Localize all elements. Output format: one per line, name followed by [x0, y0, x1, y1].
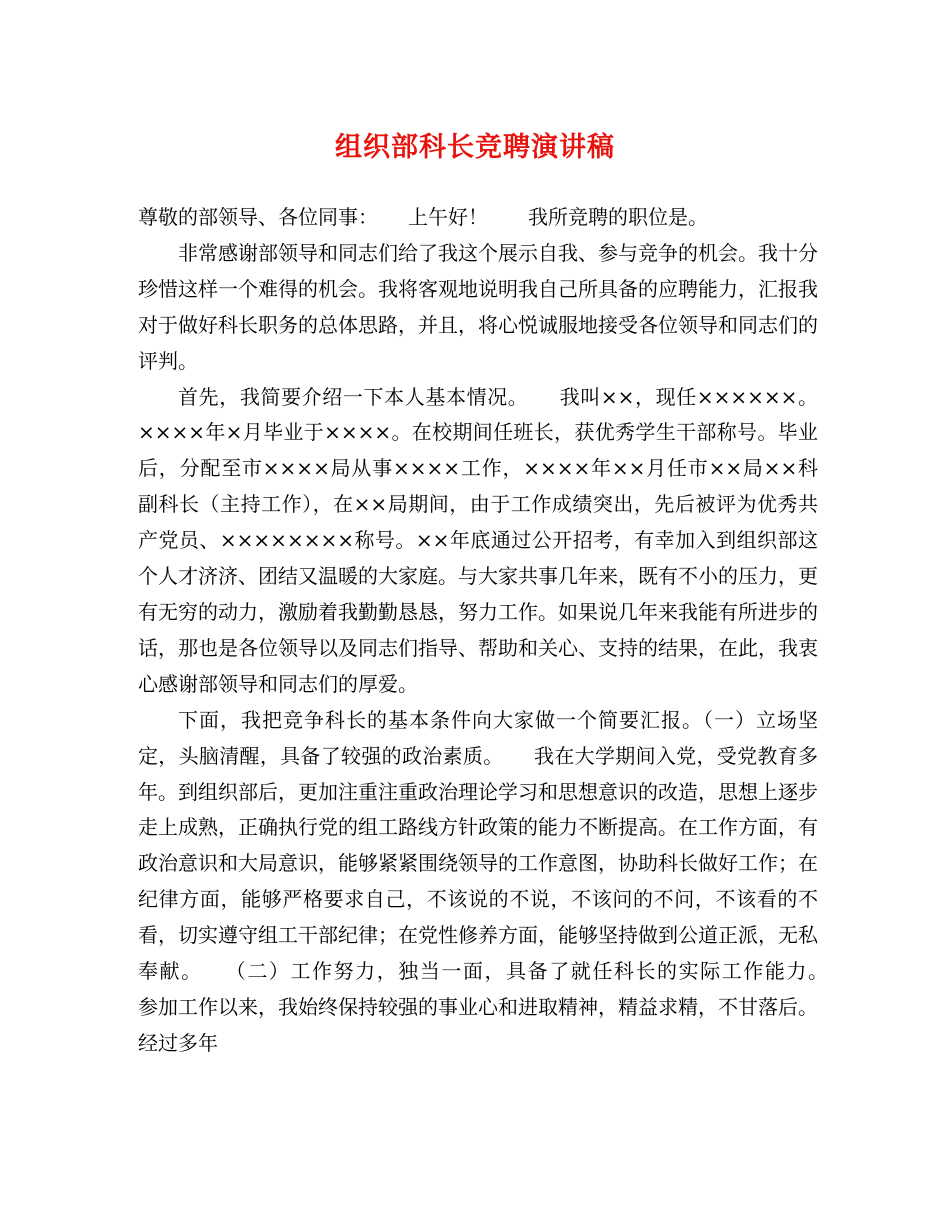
body-paragraph: 下面，我把竞争科长的基本条件向大家做一个简要汇报。（一）立场坚定，头脑清醒，具备了较强的政治素质。 我在大学期间入党，受党教育多年。到组织部后，更加注重注重政治理论学习和思想意识的改造，思想上逐步走上成熟，正确执行党的组工路线方针政策的能力不断提高。在工作方面，有政治意识和大局意识，能够紧紧围绕领导的工作意图，协助科长做好工作；在纪律方面，能够严格要求自己，不该说的不说，不该问的不问，不该看的不看，切实遵守组工干部纪律；在党性修养方面，能够坚持做到公道正派，无私奉献。 （二）工作努力，独当一面，具备了就任科长的实际工作能力。 参加工作以来，我始终保持较强的事业心和进取精神，精益求精，不甘落后。经过多年 [138, 707, 858, 1055]
document-body [138, 200, 858, 1062]
document-title: 组织部科长竞聘演讲稿 [335, 132, 615, 163]
body-paragraph: 非常感谢部领导和同志们给了我这个展示自我、参与竞争的机会。我十分珍惜这样一个难得的机会。我将客观地说明我自己所具备的应聘能力，汇报我对于做好科长职务的总体思路，并且，将心悦诚服地接受各位领导和同志们的评判。 [138, 240, 818, 373]
body-paragraph: 首先，我简要介绍一下本人基本情况。 我叫××，现任××××××。××××年×月毕业于××××。在校期间任班长，获优秀学生干部称号。毕业后，分配至市××××局从事××××工作，××××年××月任市××局××科副科长（主持工作），在××局期间，由于工作成绩突出，先后被评为优秀共产党员、××××××××称号。××年底通过公开招考，有幸加入到组织部这个人才济济、团结又温暖的大家庭。与大家共事几年来，既有不小的压力，更有无穷的动力，激励着我勤勤恳恳，努力工作。如果说几年来我能有所进步的话，那也是各位领导以及同志们指导、帮助和关心、支持的结果，在此，我衷心感谢部领导和同志们的厚爱。 [138, 384, 818, 696]
salutation-paragraph: 尊敬的部领导、各位同事： 上午好！ 我所竞聘的职位是。 [138, 205, 708, 229]
